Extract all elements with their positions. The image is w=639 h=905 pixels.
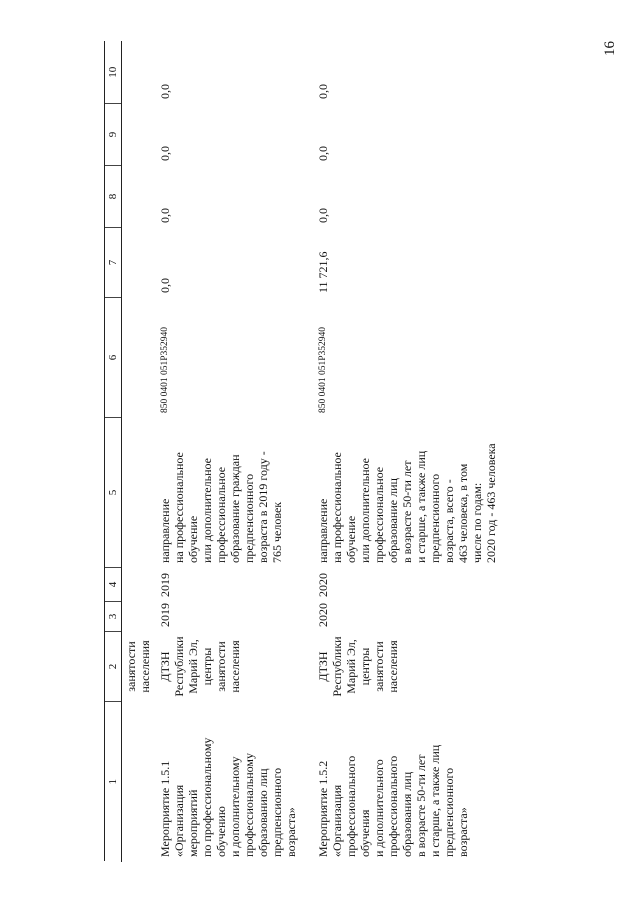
value-col10-cell: 0,0: [316, 84, 330, 99]
result-line: 463 человека, в том: [456, 463, 470, 563]
end-year-cell: 2020: [316, 573, 330, 597]
header-row: [105, 42, 122, 862]
executor-line: населения: [386, 640, 400, 693]
result-line: 2020 год - 463 человека: [484, 443, 498, 563]
result-line: и старше, а также лиц: [414, 450, 428, 563]
activity-line: обучению: [214, 806, 228, 857]
col-header-1: 1: [105, 702, 122, 862]
value-col8-cell: 0,0: [316, 208, 330, 223]
activity-line: и дополнительному: [228, 756, 242, 857]
col-header-7: 7: [105, 228, 122, 298]
activity-name-cell: [308, 702, 498, 862]
result-line: числе по годам:: [470, 482, 484, 563]
activities-table: [104, 42, 498, 863]
value-col9-cell: 0,0: [158, 146, 172, 161]
table-row: [308, 42, 498, 862]
activity-line: Мероприятие 1.5.2: [316, 760, 330, 857]
result-line: или дополнительное: [358, 458, 372, 563]
executor-line: занятости: [372, 641, 386, 692]
executor-line: занятости: [214, 641, 228, 692]
result-line: на профессиональное: [172, 452, 186, 563]
result-line: на профессиональное: [330, 452, 344, 563]
activity-line: «Организация: [172, 784, 186, 857]
result-line: образование граждан: [228, 454, 242, 563]
budget-code-cell: 850 0401 051Р352940: [318, 326, 328, 413]
result-line: предпенсионного: [428, 473, 442, 563]
budget-code-cell: 850 0401 051Р352940: [160, 326, 170, 413]
value-col8-cell: 0,0: [158, 208, 172, 223]
table-row: [154, 42, 308, 862]
spill-line: населения: [138, 640, 152, 693]
activity-line: и старше, а также лиц: [428, 744, 442, 857]
result-line: предпенсионного: [242, 473, 256, 563]
activity-line: предпенсионного: [442, 767, 456, 857]
result-line: профессиональное: [214, 466, 228, 563]
result-line: обучение: [344, 515, 358, 563]
start-year-cell: 2020: [316, 603, 330, 627]
activity-line: предпенсионного: [270, 767, 284, 857]
executor-line: Республики: [172, 636, 186, 697]
activity-line: обучения: [358, 809, 372, 857]
value-col7-cell: 0,0: [158, 278, 172, 293]
start-year-cell: 2019: [158, 603, 172, 627]
activity-line: в возрасте 50-ти лет: [414, 754, 428, 857]
result-line: возраста в 2019 году -: [256, 451, 270, 563]
activity-line: Мероприятие 1.5.1: [158, 760, 172, 857]
result-line: образование лиц: [386, 478, 400, 563]
activity-line: «Организация: [330, 784, 344, 857]
result-line: обучение: [186, 515, 200, 563]
result-line: 765 человек: [270, 501, 284, 563]
result-line: профессиональное: [372, 466, 386, 563]
continued-row: [122, 42, 155, 862]
col-header-8: 8: [105, 166, 122, 228]
activity-line: возраста»: [456, 807, 470, 857]
executor-line: ДТЗН: [158, 651, 172, 682]
executor-line: ДТЗН: [316, 651, 330, 682]
activity-line: профессионального: [386, 755, 400, 857]
spill-line: занятости: [124, 641, 138, 692]
value-col7-cell: 11 721,6: [316, 251, 330, 293]
result-line: возраста, всего -: [442, 479, 456, 563]
page-number: [600, 36, 630, 76]
executor-line: Марий Эл,: [344, 639, 358, 694]
activity-line: мероприятий: [186, 789, 200, 857]
end-year-cell: 2019: [158, 573, 172, 597]
col-header-9: 9: [105, 104, 122, 166]
activity-line: образованию лиц: [256, 768, 270, 857]
executor-line: Республики: [330, 636, 344, 697]
activity-line: образования лиц: [400, 771, 414, 857]
executor-line: центры: [358, 647, 372, 686]
spill-cell: [122, 632, 155, 702]
rotated-table: [104, 42, 524, 862]
executor-line: населения: [228, 640, 242, 693]
activity-line: по профессиональному: [200, 737, 214, 857]
result-line: или дополнительное: [200, 458, 214, 563]
value-col9-cell: 0,0: [316, 146, 330, 161]
page-number-text: 16: [602, 41, 618, 56]
activity-line: и дополнительного: [372, 759, 386, 857]
col-header-2: 2: [105, 632, 122, 702]
executor-line: Марий Эл,: [186, 639, 200, 694]
result-line: направление: [158, 498, 172, 563]
col-header-10: 10: [105, 42, 122, 104]
executor-cell: [308, 632, 498, 702]
executor-cell: [154, 632, 308, 702]
result-line: направление: [316, 498, 330, 563]
result-cell: [308, 418, 498, 568]
activity-name-cell: [154, 702, 308, 862]
executor-line: центры: [200, 647, 214, 686]
activity-line: профессионального: [344, 755, 358, 857]
col-header-4: 4: [105, 568, 122, 602]
activity-line: профессиональному: [242, 753, 256, 857]
col-header-6: 6: [105, 298, 122, 418]
activity-line: возраста»: [284, 807, 298, 857]
result-line: в возрасте 50-ти лет: [400, 460, 414, 563]
col-header-5: 5: [105, 418, 122, 568]
value-col10-cell: 0,0: [158, 84, 172, 99]
result-cell: [154, 418, 308, 568]
col-header-3: 3: [105, 602, 122, 632]
